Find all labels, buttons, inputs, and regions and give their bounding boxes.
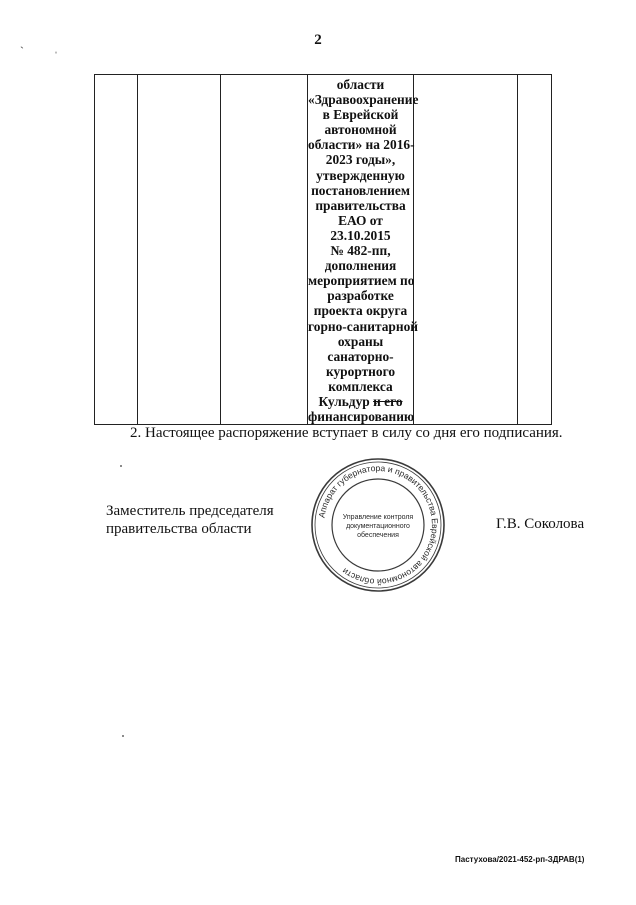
description-line: ЕАО от (338, 212, 383, 228)
description-line: № 482-пп, (330, 243, 391, 259)
description-line: проекта округа (313, 303, 408, 319)
description-line: 23.10.2015 (330, 227, 391, 243)
description-line: курортного (325, 363, 396, 379)
description-line: финансированию (308, 409, 415, 425)
description-line: области» на 2016- (308, 137, 415, 153)
description-line: постановлением (311, 182, 410, 198)
description-line: мероприятием по (308, 273, 415, 289)
stamp-ring-text: Аппарат губернатора и правительства Еврейской автономной области (316, 462, 441, 588)
description-line: автономной (324, 122, 397, 138)
signatory-title-line: правительства области (106, 521, 252, 537)
stamp-inner-line: документационного (346, 523, 410, 530)
description-line-corrected (308, 394, 413, 409)
description-line: санаторно- (327, 348, 394, 364)
signatory-title (106, 502, 274, 538)
page-number: 2 (314, 32, 322, 48)
scan-artifact-mark: ˋ (20, 44, 24, 58)
description-line: горно-санитарной (308, 318, 419, 334)
document-reference: Пастухова/2021-452-рп-ЗДРАВ(1) (455, 855, 585, 864)
description-line: «Здравоохранение (308, 92, 419, 108)
description-line: 2023 годы», (325, 152, 396, 168)
table-cell-empty (518, 75, 552, 425)
signatory-name: Г.В. Соколова (496, 516, 585, 532)
table-cell-description (308, 75, 419, 425)
table-cell-empty (221, 75, 308, 425)
description-line: комплекса (328, 378, 393, 394)
description-line: дополнения (324, 258, 397, 274)
scan-artifact-dot (122, 735, 124, 737)
stamp-inner-line: Управление контроля (342, 514, 414, 521)
scan-artifact-dot (120, 465, 122, 467)
description-line: охраны (337, 333, 384, 349)
signatory-title-line: Заместитель председателя (106, 503, 274, 519)
official-stamp (310, 457, 446, 593)
description-line: разработке (327, 288, 394, 304)
description-line: в Еврейской (322, 107, 399, 123)
paragraph-effective: 2. Настоящее распоряжение вступает в силу со дня его подписания. (130, 425, 563, 441)
table-cell-empty (414, 75, 518, 425)
description-line: утвержденную (316, 167, 405, 183)
table-cell-number (95, 75, 138, 425)
table-cell-empty (138, 75, 221, 425)
struck-text: и его (373, 393, 403, 409)
description-line: правительства (315, 197, 406, 213)
continuation-table (94, 74, 552, 425)
description-line: области (336, 77, 385, 92)
stamp-inner-line: обеспечения (357, 532, 399, 539)
description-text: Кульдур (318, 393, 374, 409)
scan-artifact-mark: ˌ (54, 40, 58, 54)
